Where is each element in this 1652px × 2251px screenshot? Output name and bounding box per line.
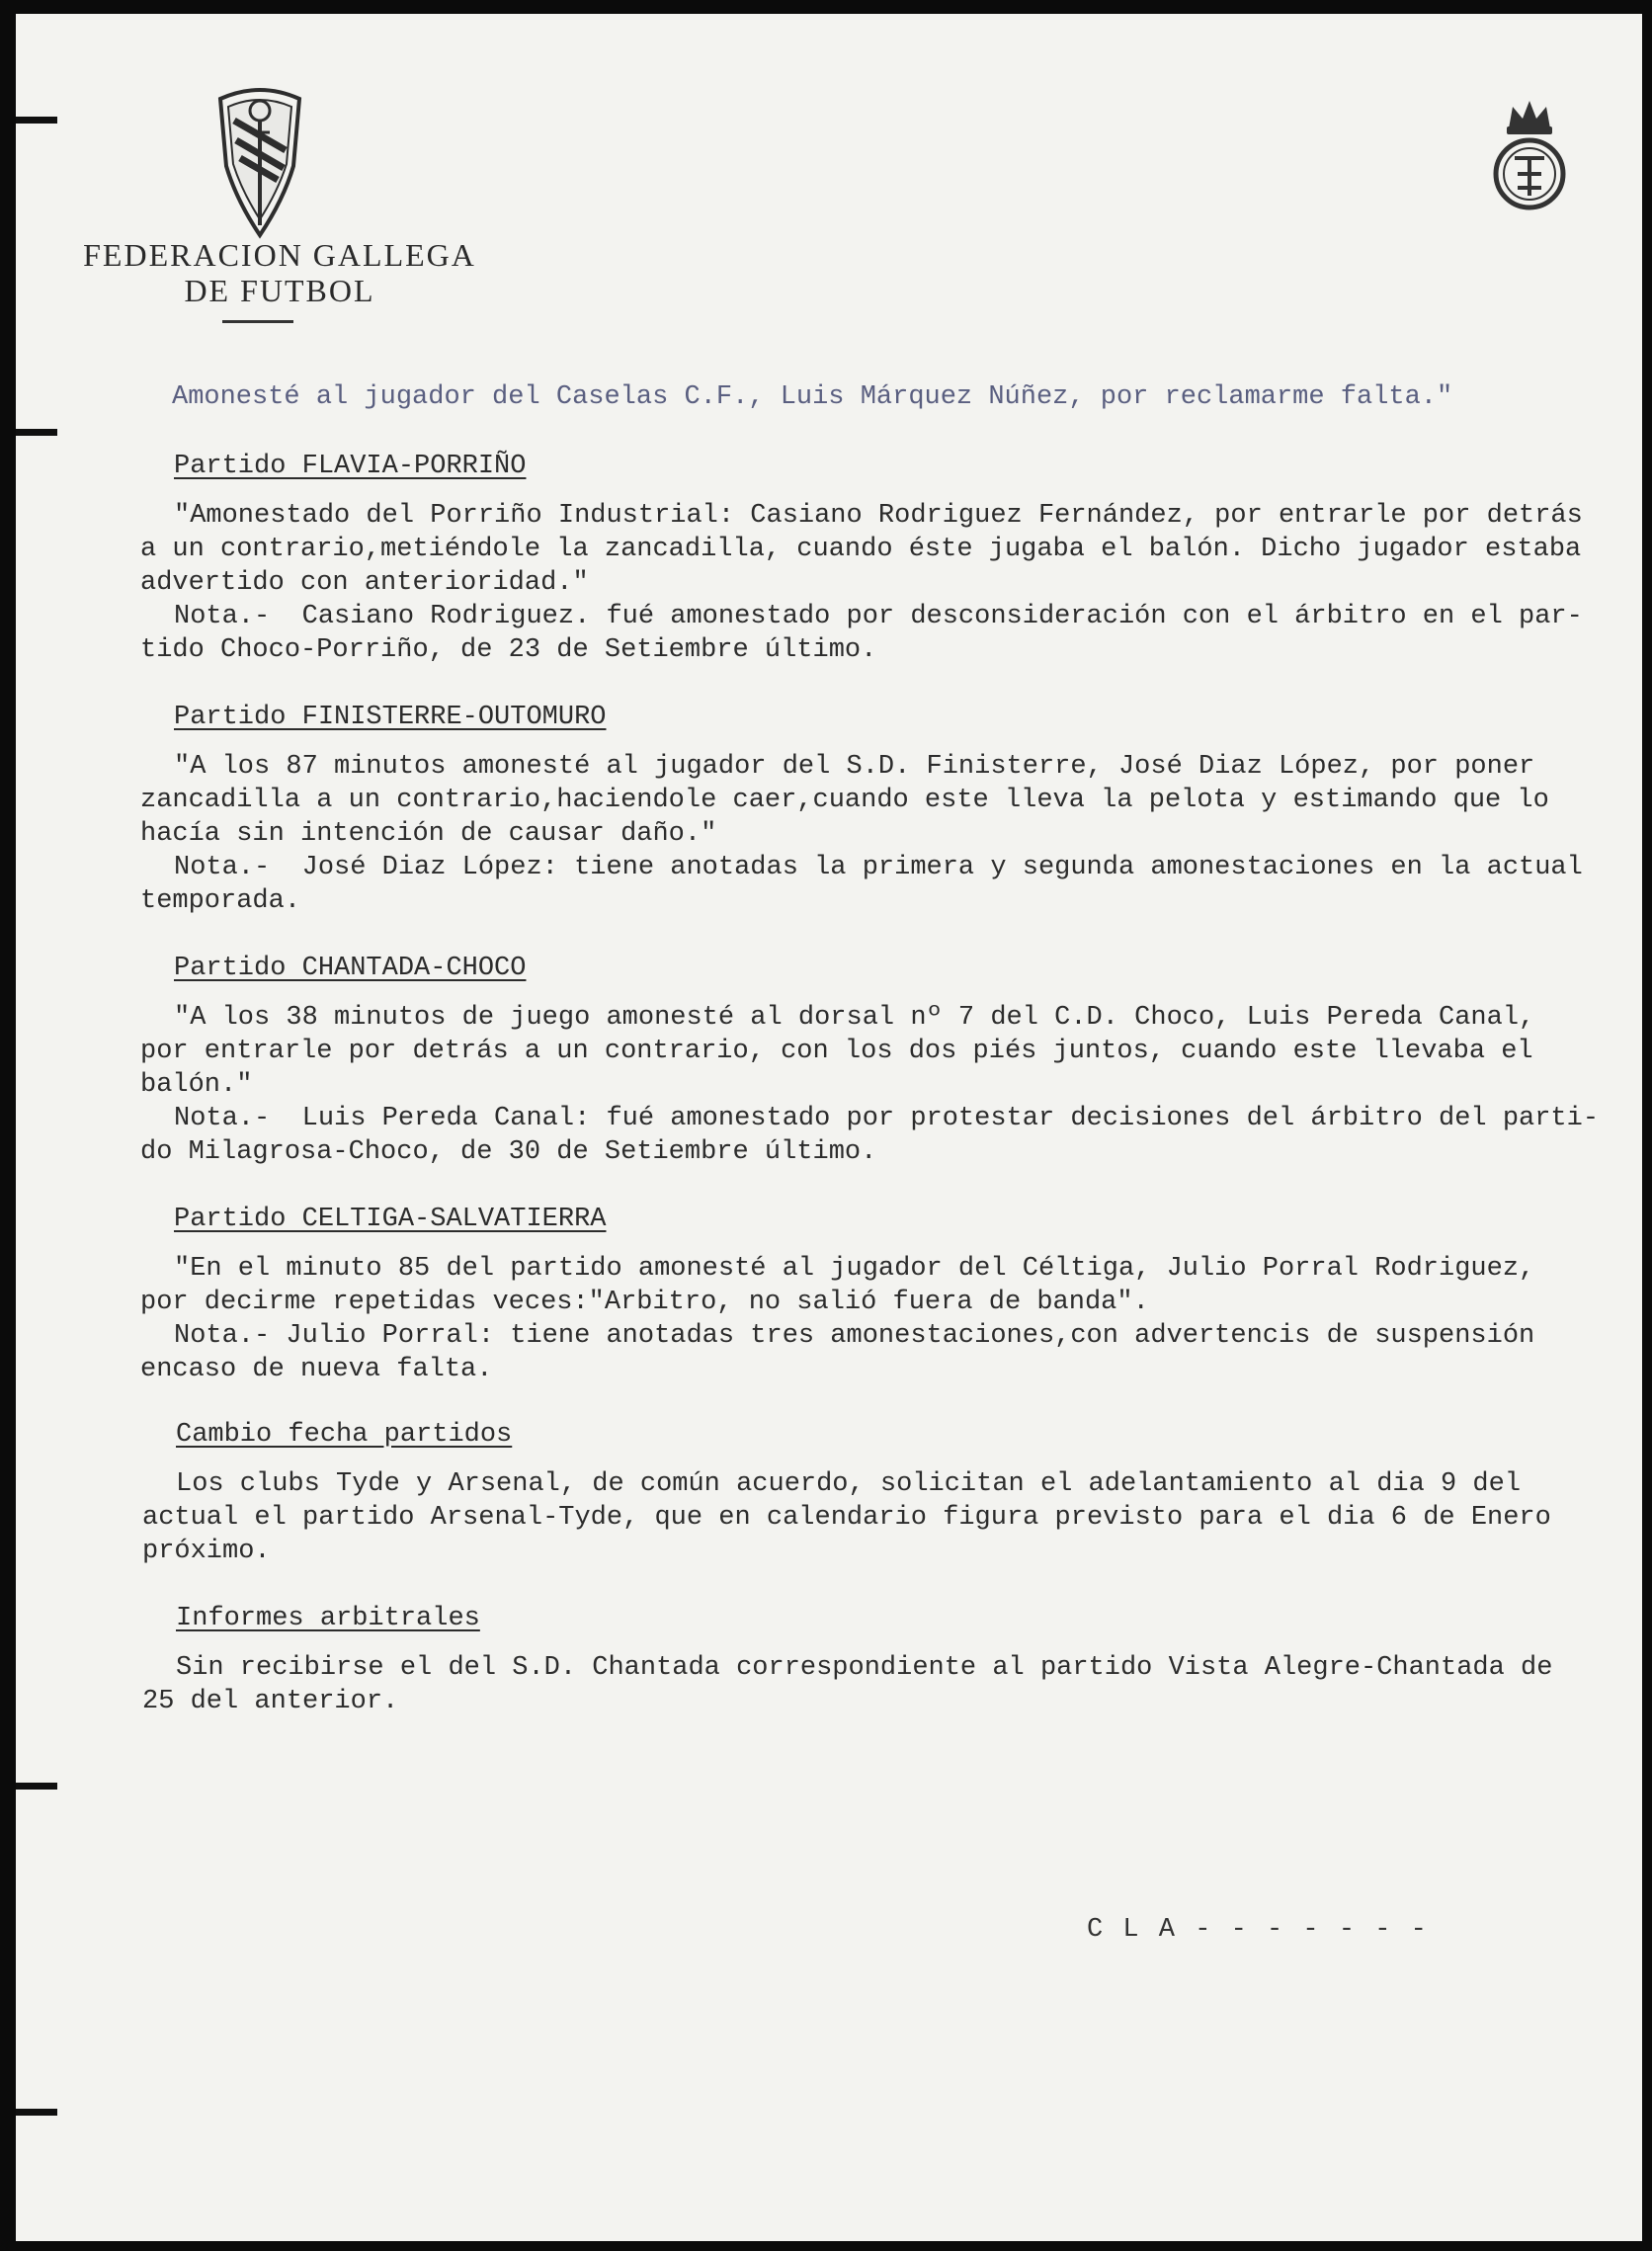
text-line: temporada. <box>140 886 301 916</box>
text-line: actual el partido Arsenal-Tyde, que en calendario figura previsto para el dia 6 de Enero <box>142 1503 1551 1533</box>
text-line: zancadilla a un contrario,haciendole caer,cuando este lleva la pelota y estimando que lo <box>140 786 1549 815</box>
organization-name-line-1: FEDERACION GALLEGA <box>83 237 476 273</box>
text-line: tido Choco-Porriño, de 23 de Setiembre último. <box>140 635 877 665</box>
section-heading: Partido FINISTERRE-OUTOMURO <box>174 703 607 732</box>
section-heading: Informes arbitrales <box>176 1604 480 1633</box>
section-heading: Partido CHANTADA-CHOCO <box>174 954 527 983</box>
text-line: do Milagrosa-Choco, de 30 de Setiembre último. <box>140 1137 877 1167</box>
text-line: Amonesté al jugador del Caselas C.F., Luis Márquez Núñez, por reclamarme falta." <box>172 382 1453 412</box>
organization-name-line-2: DE FUTBOL <box>184 273 375 308</box>
text-line: a un contrario,metiéndole la zancadilla, cuando éste jugaba el balón. Dicho jugador estaba <box>140 535 1582 564</box>
document-page <box>16 14 1642 2241</box>
text-line: Nota.- Casiano Rodriguez. fué amonestado por desconsideración con el árbitro en el par- <box>174 602 1583 631</box>
text-line: Nota.- Julio Porral: tiene anotadas tres amonestaciones,con advertencis de suspensión <box>174 1321 1535 1351</box>
text-line: balón." <box>140 1070 253 1100</box>
text-line: 25 del anterior. <box>142 1687 399 1716</box>
section-heading: Cambio fecha partidos <box>176 1420 513 1450</box>
document-body <box>16 14 1642 2241</box>
section-heading: Partido FLAVIA-PORRIÑO <box>174 452 527 481</box>
section-heading: Partido CELTIGA-SALVATIERRA <box>174 1205 607 1234</box>
text-line: por decirme repetidas veces:"Arbitro, no salió fuera de banda". <box>140 1288 1149 1317</box>
text-line: Nota.- Luis Pereda Canal: fué amonestado por protestar decisiones del árbitro del parti- <box>174 1104 1600 1133</box>
text-line: "Amonestado del Porriño Industrial: Casiano Rodriguez Fernández, por entrarle por detrás <box>174 501 1583 531</box>
text-line: encaso de nueva falta. <box>140 1355 493 1384</box>
text-line: próximo. <box>142 1537 271 1566</box>
text-line: "A los 87 minutos amonesté al jugador del S.D. Finisterre, José Diaz López, por poner <box>174 752 1535 782</box>
text-line: Nota.- José Diaz López: tiene anotadas la primera y segunda amonestaciones en la actual <box>174 853 1583 882</box>
text-line: advertido con anterioridad." <box>140 568 589 598</box>
text-line: "A los 38 minutos de juego amonesté al dorsal nº 7 del C.D. Choco, Luis Pereda Canal, <box>174 1003 1535 1033</box>
text-line: hacía sin intención de causar daño." <box>140 819 717 849</box>
text-line: "En el minuto 85 del partido amonesté al jugador del Céltiga, Julio Porral Rodriguez, <box>174 1254 1535 1284</box>
text-line: por entrarle por detrás a un contrario, con los dos piés juntos, cuando este llevaba el <box>140 1037 1533 1066</box>
signature-initials: C L A - - - - - - - <box>1087 1915 1429 1945</box>
text-line: Sin recibirse el del S.D. Chantada correspondiente al partido Vista Alegre-Chantada de <box>176 1653 1553 1683</box>
text-line: Los clubs Tyde y Arsenal, de común acuerdo, solicitan el adelantamiento al dia 9 del <box>176 1469 1522 1499</box>
